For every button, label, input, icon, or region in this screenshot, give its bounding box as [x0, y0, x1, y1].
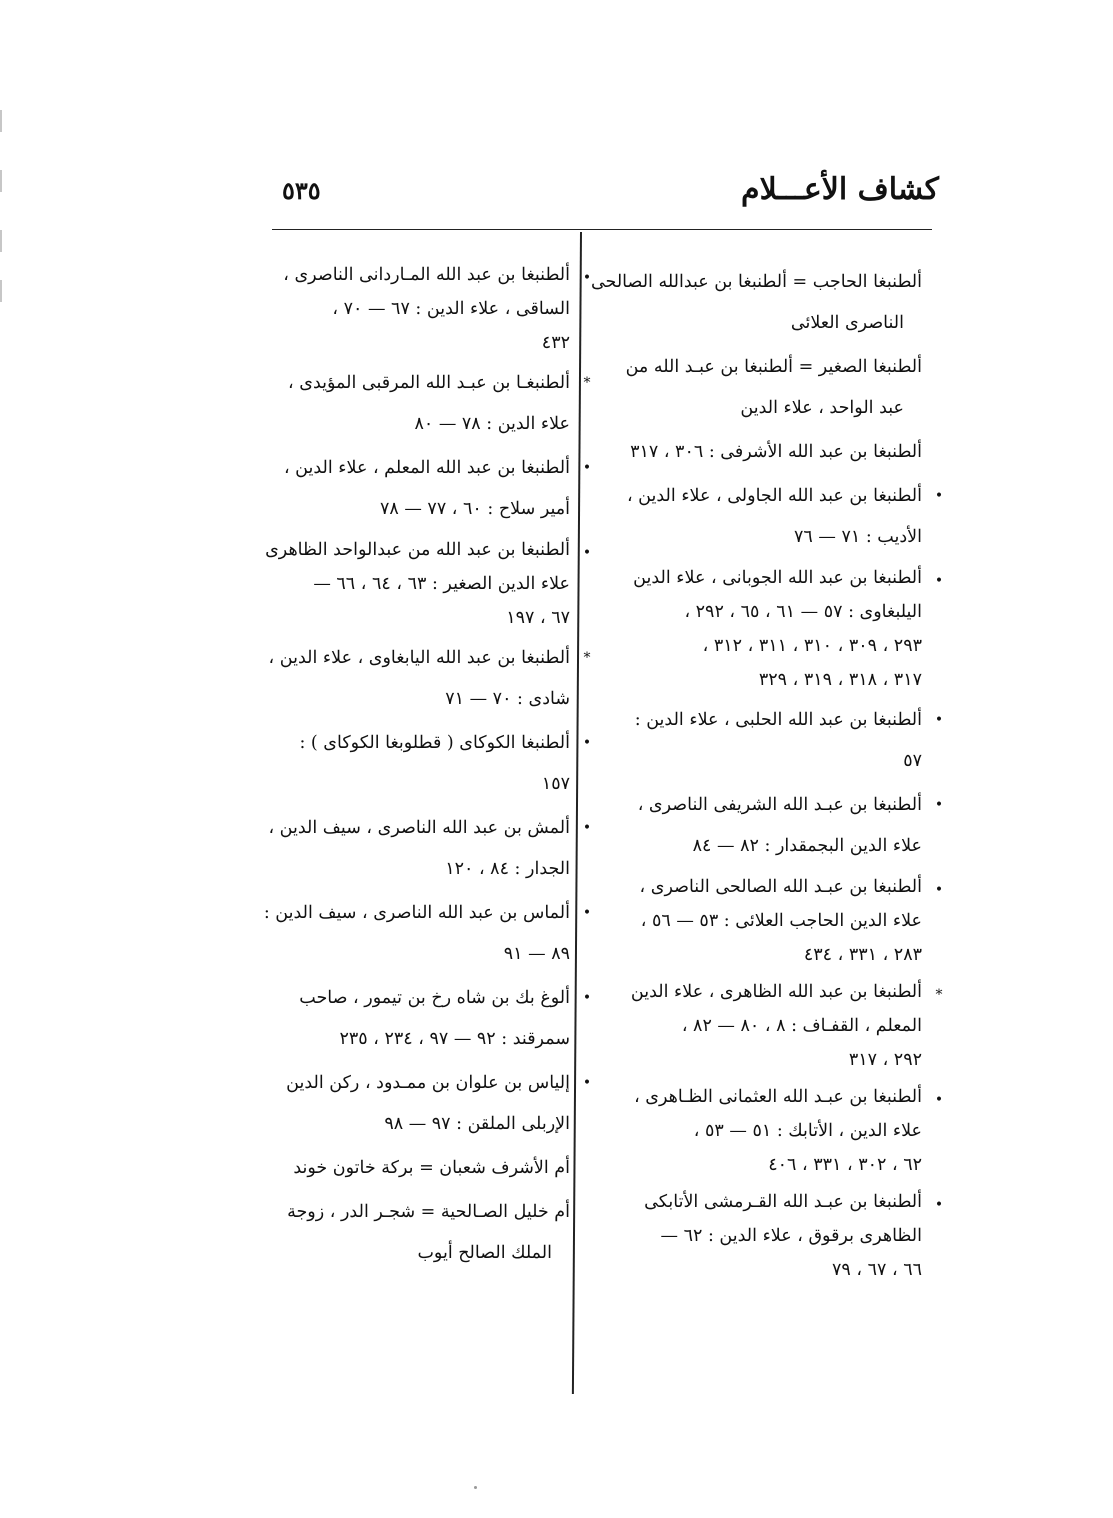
bullet-marker: • [582, 545, 592, 561]
index-entry [262, 533, 592, 635]
entry-headword-line: ألطنبغا بن عبـد الله العثمانى الظـاهرى ، [634, 1087, 922, 1107]
entry-headword-line: ألطنبغا بن عبد الله اليابغاوى ، علاء الدين ، [268, 648, 570, 668]
entry-continuation-line: ٢٩٢ ، ٣١٧ [848, 1050, 922, 1070]
entry-continuation-line: الملك الصالح أيوب [417, 1243, 552, 1263]
entry-continuation-line: ٦٦ ، ٦٧ ، ٧٩ [832, 1260, 922, 1280]
bullet-marker: • [582, 735, 592, 751]
entry-continuation-line: ٦٢ ، ٣٠٢ ، ٣٣١ ، ٤٠٦ [768, 1155, 922, 1175]
entry-continuation-line: ٢٩٣ ، ٣٠٩ ، ٣١٠ ، ٣١١ ، ٣١٢ ، [702, 636, 922, 656]
entry-headword-line: ألطنبغا الصغير = ألطنبغا بن عبـد الله من [625, 357, 922, 377]
entry-continuation-line: سمرقند : ٩٢ — ٩٧ ، ٢٣٤ ، ٢٣٥ [339, 1029, 570, 1049]
index-entry [610, 347, 922, 429]
entry-headword-line: إلياس بن علوان بن ممـدود ، ركن الدين [286, 1073, 570, 1093]
index-entry [262, 258, 592, 360]
entry-continuation-line: ٥٧ [903, 751, 922, 771]
entry-headword-line: ألطنبغا بن عبـد الله الصالحى الناصرى ، [639, 877, 922, 897]
entry-headword-line: ألطنبغا بن عبد الله المعلم ، علاء الدين ، [283, 458, 570, 478]
entry-continuation-line: المعلم ، القفـاف : ٨ ، ٨٠ — ٨٢ ، [681, 1016, 922, 1036]
index-entry [262, 808, 592, 890]
index-entry [262, 363, 591, 445]
index-entry [610, 700, 944, 782]
bullet-marker: • [934, 573, 944, 589]
asterisk-marker: * [583, 650, 591, 666]
entry-headword-line: ألماس بن عبد الله الناصرى ، سيف الدين : [263, 903, 570, 923]
entry-headword-line: ألطنبغـا بن عبـد الله المرقبى المؤيدى ، [288, 373, 570, 393]
entry-headword-line: ألطنبغا بن عبد الله الجاولى ، علاء الدين ، [626, 486, 922, 506]
index-entry [610, 476, 944, 558]
entry-headword-line: ألطنبغا بن عبد الله الأشرفى : ٣٠٦ ، ٣١٧ [630, 442, 922, 462]
entry-continuation-line: أمير سلاح : ٦٠ ، ٧٧ — ٧٨ [379, 499, 570, 519]
entry-continuation-line: ٦٧ ، ١٩٧ [506, 608, 570, 628]
index-entry [262, 978, 592, 1060]
entry-headword-line: ألطنبغا بن عبد الله الحلبى ، علاء الدين : [634, 710, 922, 730]
entry-continuation-line: علاء الدين الصغير : ٦٣ ، ٦٤ ، ٦٦ — [313, 574, 570, 594]
running-title: كشاف الأعـــلام [741, 172, 939, 207]
entry-continuation-line: اليلبغاوى : ٥٧ — ٦١ ، ٦٥ ، ٢٩٢ ، [684, 602, 922, 622]
index-entry [610, 1185, 944, 1287]
entry-continuation-line: ٢٨٣ ، ٣٣١ ، ٤٣٤ [803, 945, 922, 965]
page-header [270, 172, 939, 222]
asterisk-marker: * [935, 987, 943, 1003]
index-entry [610, 785, 944, 867]
entry-headword-line: أم الأشرف شعبان = بركة خاتون خوند [293, 1158, 570, 1178]
entry-headword-line: ألطنبغا بن عبد الله الظاهرى ، علاء الدين [630, 982, 922, 1002]
entry-continuation-line: الناصرى العلائى [790, 313, 904, 333]
bullet-marker: • [934, 488, 944, 504]
bullet-marker: • [582, 270, 592, 286]
index-entry [610, 432, 922, 473]
index-entry [262, 1192, 570, 1274]
bullet-marker: • [934, 882, 944, 898]
index-column-left [262, 258, 592, 1277]
entry-continuation-line: ٤٣٢ [541, 333, 570, 353]
index-entry [262, 1148, 570, 1189]
entry-continuation-line: الساقى ، علاء الدين : ٦٧ — ٧٠ ، [332, 299, 570, 319]
bullet-marker: • [582, 460, 592, 476]
index-entry [262, 723, 592, 805]
index-column-right [590, 262, 944, 1290]
entry-headword-line: ألطنبغا بن عبـد الله الشريفى الناصرى ، [637, 795, 922, 815]
index-entry [610, 1080, 944, 1182]
index-entry [610, 561, 944, 697]
entry-headword-line: ألطنبغا الكوكاى ( قطلوبغا الكوكاى ) : [299, 733, 570, 753]
entry-headword-line: ألطنبغا بن عبد الله من عبدالواحد الظاهرى [265, 540, 570, 560]
entry-continuation-line: الظاهرى برقوق ، علاء الدين : ٦٢ — [660, 1226, 922, 1246]
entry-headword-line: أم خليل الصـالحية = شجـر الدر ، زوجة [287, 1202, 570, 1222]
bullet-marker: • [934, 712, 944, 728]
entry-continuation-line: عبد الواحد ، علاء الدين [740, 398, 904, 418]
index-entry [610, 975, 943, 1077]
entry-headword-line: ألطنبغا بن عبد الله الجوبانى ، علاء الدين [633, 568, 922, 588]
asterisk-marker: * [583, 375, 591, 391]
page-number: ٥٣٥ [282, 176, 321, 205]
index-entry [262, 638, 591, 720]
bullet-marker: • [582, 905, 592, 921]
index-entry [262, 893, 592, 975]
entry-continuation-line: ٨٩ — ٩١ [503, 944, 570, 964]
entry-continuation-line: علاء الدين الحاجب العلائى : ٥٣ — ٥٦ ، [640, 911, 922, 931]
bullet-marker: • [582, 990, 592, 1006]
bullet-marker: • [934, 1092, 944, 1108]
entry-continuation-line: الجدار : ٨٤ ، ١٢٠ [445, 859, 570, 879]
header-rule [272, 229, 932, 230]
entry-continuation-line: علاء الدين البجمقدار : ٨٢ — ٨٤ [692, 836, 922, 856]
entry-headword-line: ألطنبغا بن عبـد الله القـرمشى الأتابكى [644, 1192, 922, 1212]
bullet-marker: • [934, 1197, 944, 1213]
entry-continuation-line: الأديب : ٧١ — ٧٦ [794, 527, 922, 547]
entry-continuation-line: ١٥٧ [541, 774, 570, 794]
entry-continuation-line: شادى : ٧٠ — ٧١ [445, 689, 570, 709]
entry-headword-line: ألمش بن عبد الله الناصرى ، سيف الدين ، [268, 818, 570, 838]
entry-continuation-line: علاء الدين : ٧٨ — ٨٠ [414, 414, 570, 434]
entry-headword-line: ألطنبغا بن عبد الله المـاردانى الناصرى ، [283, 265, 570, 285]
entry-headword-line: ألطنبغا الحاجب = ألطنبغا بن عبدالله الصالحى [590, 272, 922, 292]
scan-speck [474, 1486, 477, 1489]
bullet-marker: • [934, 797, 944, 813]
bullet-marker: • [582, 1075, 592, 1091]
index-entry [610, 870, 944, 972]
entry-continuation-line: علاء الدين ، الأتابك : ٥١ — ٥٣ ، [693, 1121, 922, 1141]
index-entry [590, 262, 922, 344]
index-entry [262, 448, 592, 530]
index-entry [262, 1063, 592, 1145]
entry-continuation-line: ٣١٧ ، ٣١٨ ، ٣١٩ ، ٣٢٩ [758, 670, 922, 690]
entry-headword-line: ألوغ بك بن شاه رخ بن تيمور ، صاحب [299, 988, 570, 1008]
bullet-marker: • [582, 820, 592, 836]
entry-continuation-line: الإربلى الملقن : ٩٧ — ٩٨ [384, 1114, 570, 1134]
scan-edge-marks [0, 110, 3, 310]
